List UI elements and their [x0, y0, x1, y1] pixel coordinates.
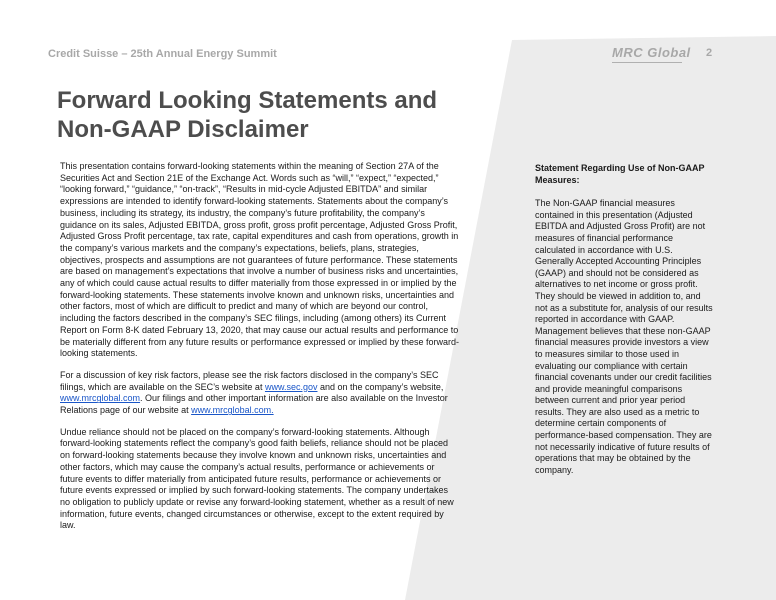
- event-name: Credit Suisse – 25th Annual Energy Summit: [48, 48, 277, 60]
- title-line-2: Non-GAAP Disclaimer: [57, 116, 309, 143]
- company-logo: MRC Global: [612, 45, 691, 60]
- non-gaap-body: The Non-GAAP financial measures contained in this presentation (Adjusted EBITDA and Adjusted Gross Profit) are not measures of financial performance calculated in accordance with U.S. Generally Accepted Accounting Principles (GAAP) and should not be considered as alternatives to net income or gross profit. They should be viewed in addition to, and not as a substitute for, analysis of our results reported in accordance with GAAP. Management believes that these non-GAAP financial measures provide investors a view to measures similar to those used in evaluating our compliance with certain financial covenants under our credit facilities and provide meaningful comparisons between current and prior year period results. They are also used as a metric to determine certain components of performance-based compensation. They are not necessarily indicative of future results of operations that may be obtained by the company.: [535, 198, 713, 475]
- logo-underline: [612, 62, 682, 63]
- paragraph-undue-reliance: Undue reliance should not be placed on the company’s forward-looking statements. Although forward-looking statements reflect the company’s good faith beliefs, reliance should not be placed on forward-looking statements because they involve known and unknown risks, uncertainties and other factors, which may cause the company’s actual results, performance or achievements or future events to differ materially from anticipated future results, performance or achievements or future events expressed or implied by such forward-looking statements. The company undertakes no obligation to publicly update or revise any forward-looking statement, whether as a result of new information, future events, changed circumstances or otherwise, except to the extent required by law.: [60, 426, 454, 531]
- risk-text-3: . Our filings and other important information are also available on the Investor Relations page of our website at: [60, 393, 448, 416]
- risk-text-1: For a discussion of key risk factors, please see the risk factors disclosed in the company’s SEC filings, which are available on the SEC’s website at: [60, 369, 439, 392]
- paragraph-forward-looking: This presentation contains forward-looking statements within the meaning of Section 27A of the Securities Act and Section 21E of the Exchange Act. Words such as “will,” “expect,” “expected,” “looking forward,” “guidance,” “on-track”, “Results in mid-cycle Adjusted EBITDA” and similar expressions are intended to identify forward-looking statements. Statements about the company’s business, including its strategy, its industry, the company’s future profitability, the company’s guidance on its sales, Adjusted EBITDA, gross profit, gross profit percentage, Adjusted Gross Profit, Adjusted Gross Profit percentage, tax rate, capital expenditures and cash from operations, growth in the company’s various markets and the company’s expectations, beliefs, plans, strategies, objectives, prospects and assumptions are not guarantees of future performance. These statements are based on management’s expectations that involve a number of business risks and uncertainties, any of which could cause actual results to differ materially from those expressed in or implied by the forward-looking statements. These statements involve known and unknown risks, uncertainties and other factors, most of which are difficult to predict and many of which are beyond our control, including the factors described in the company’s SEC filings, including (among others) its Current Report on Form 8-K dated February 13, 2020, that may cause our actual results and performance to be materially different from any future results or performance expressed or implied by these forward-looking statements.: [60, 161, 460, 359]
- non-gaap-heading: Statement Regarding Use of Non-GAAP Measures:: [535, 163, 705, 185]
- non-gaap-statement: [535, 163, 713, 476]
- forward-looking-statements: [60, 161, 460, 542]
- risk-text-2: and on the company’s website,: [317, 381, 444, 392]
- title-line-1: Forward Looking Statements and: [57, 87, 438, 114]
- page-number: 2: [706, 47, 713, 59]
- company-website-link[interactable]: www.mrcglobal.com: [60, 393, 141, 404]
- investor-relations-link[interactable]: www.mrcglobal.com.: [191, 405, 274, 416]
- paragraph-risk-factors: [60, 370, 460, 417]
- sec-website-link[interactable]: www.sec.gov: [264, 381, 318, 392]
- page-title: [57, 86, 457, 144]
